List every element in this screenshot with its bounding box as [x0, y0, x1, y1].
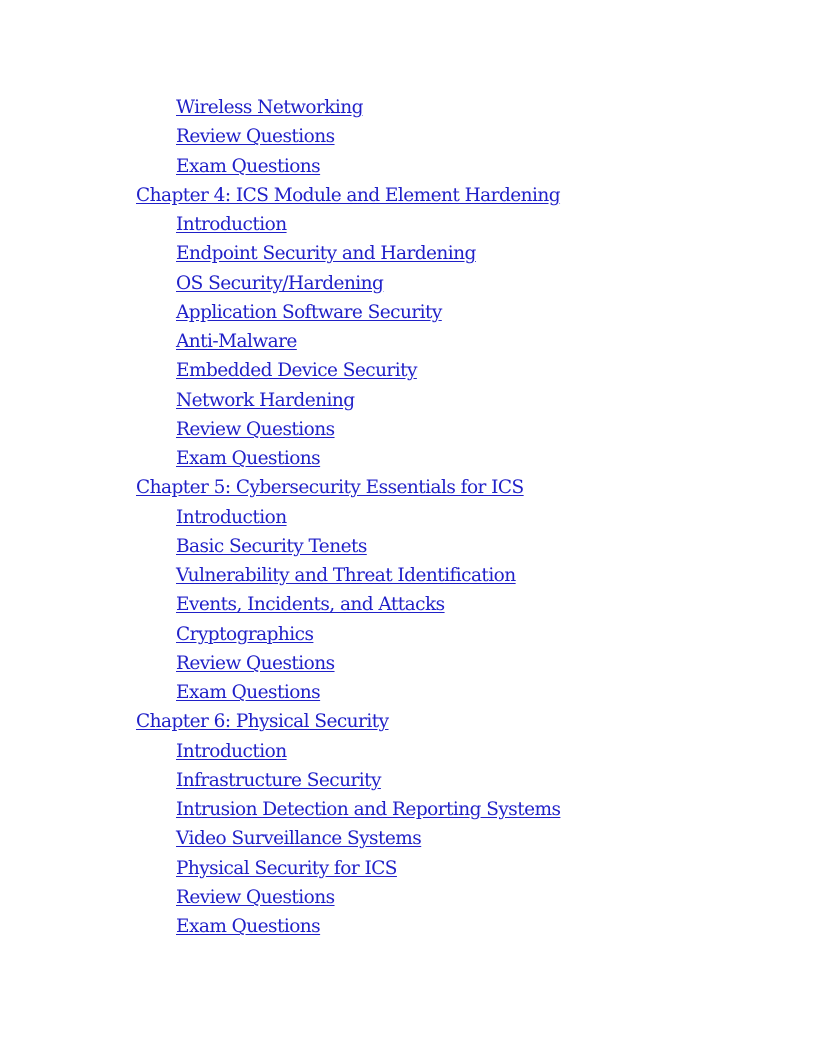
toc-section-link[interactable]: Review Questions: [176, 126, 335, 148]
toc-section-link[interactable]: Vulnerability and Threat Identification: [176, 565, 516, 586]
toc-chapter-entry: [136, 473, 560, 502]
toc-section-link[interactable]: Wireless Networking: [176, 97, 363, 118]
toc-chapter-link[interactable]: Chapter 6: Physical Security: [136, 711, 389, 733]
toc-section-entry: [136, 386, 560, 415]
toc-chapter-entry: [136, 707, 560, 736]
toc-section-entry: [136, 415, 560, 444]
toc-section-link[interactable]: Intrusion Detection and Reporting Systems: [176, 799, 561, 820]
toc-section-link[interactable]: Application Software Security: [176, 301, 442, 323]
toc-section-entry: [136, 766, 560, 795]
toc-section-link[interactable]: Video Surveillance Systems: [176, 828, 422, 850]
table-of-contents: [136, 93, 560, 941]
toc-section-entry: [136, 210, 560, 239]
toc-section-entry: [136, 590, 560, 619]
toc-section-link[interactable]: Infrastructure Security: [176, 769, 381, 791]
toc-section-link[interactable]: Physical Security for ICS: [176, 857, 397, 879]
toc-section-entry: [136, 678, 560, 707]
toc-section-link[interactable]: Anti-Malware: [176, 331, 297, 352]
toc-chapter-link[interactable]: Chapter 5: Cybersecurity Essentials for ICS: [136, 477, 524, 499]
toc-section-link[interactable]: Introduction: [176, 740, 287, 762]
toc-section-link[interactable]: Review Questions: [176, 886, 335, 908]
toc-section-entry: [136, 532, 560, 561]
toc-section-entry: [136, 503, 560, 532]
toc-section-link[interactable]: OS Security/Hardening: [176, 272, 384, 294]
toc-section-link[interactable]: Events, Incidents, and Attacks: [176, 594, 445, 616]
toc-section-entry: [136, 620, 560, 649]
toc-chapter-link[interactable]: Chapter 4: ICS Module and Element Hardening: [136, 184, 561, 206]
toc-section-link[interactable]: Exam Questions: [176, 682, 321, 703]
toc-section-link[interactable]: Introduction: [176, 506, 287, 528]
toc-section-link[interactable]: Cryptographics: [176, 623, 314, 645]
toc-section-entry: [136, 912, 560, 941]
toc-section-entry: [136, 298, 560, 327]
toc-section-entry: [136, 327, 560, 356]
toc-chapter-entry: [136, 181, 560, 210]
toc-section-entry: [136, 444, 560, 473]
toc-section-entry: [136, 239, 560, 268]
toc-section-link[interactable]: Exam Questions: [176, 916, 321, 937]
toc-section-entry: [136, 93, 560, 122]
toc-section-link[interactable]: Network Hardening: [176, 389, 355, 411]
toc-section-entry: [136, 883, 560, 912]
toc-section-link[interactable]: Exam Questions: [176, 155, 321, 177]
toc-section-entry: [136, 269, 560, 298]
toc-section-link[interactable]: Exam Questions: [176, 448, 321, 469]
toc-section-entry: [136, 737, 560, 766]
toc-section-entry: [136, 795, 560, 824]
toc-section-entry: [136, 152, 560, 181]
toc-section-link[interactable]: Introduction: [176, 214, 287, 235]
toc-section-entry: [136, 854, 560, 883]
toc-section-link[interactable]: Embedded Device Security: [176, 360, 417, 382]
toc-section-link[interactable]: Review Questions: [176, 652, 335, 674]
toc-section-link[interactable]: Endpoint Security and Hardening: [176, 243, 476, 265]
toc-section-entry: [136, 122, 560, 151]
toc-section-entry: [136, 356, 560, 385]
toc-section-entry: [136, 561, 560, 590]
toc-section-link[interactable]: Review Questions: [176, 418, 335, 440]
toc-section-entry: [136, 649, 560, 678]
toc-section-entry: [136, 824, 560, 853]
toc-section-link[interactable]: Basic Security Tenets: [176, 535, 367, 557]
